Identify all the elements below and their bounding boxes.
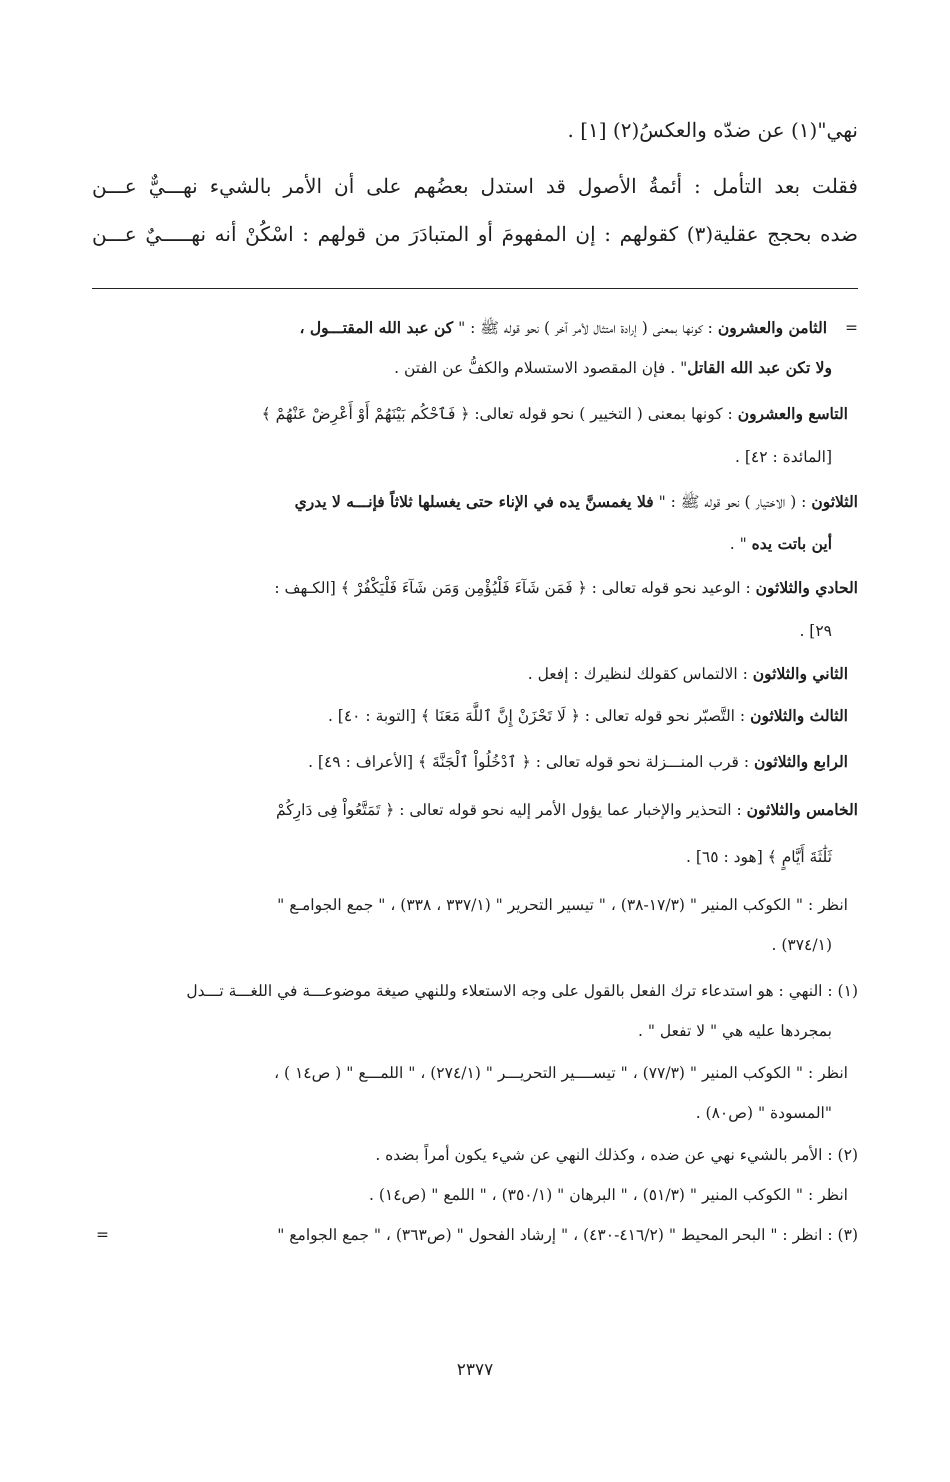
footnote-line <box>528 664 848 683</box>
footnote-line <box>262 404 848 423</box>
footnote-text: : كونها بمعنى ( التخيير ) نحو قوله تعالى: ﴿ فَٱحْكُم بَيْنَهُمْ أَوْ أَعْرِضْ عَنْهُمْ ﴾ <box>261 405 738 423</box>
footnote-line: (١) : النهي : هو استدعاء ترك الفعل بالقول على وجه الاستعلاء وللنهي صيغة موضوعـــة في اللغـــة تـــدل <box>186 982 858 1000</box>
footnote-line <box>730 534 832 553</box>
footnote-separator <box>92 288 858 289</box>
footnote-head: الرابع والثلاثون <box>754 752 848 771</box>
footnote-line: (٣٧٤/١) . <box>771 936 832 954</box>
footnote-line: "المسودة " (ص٨٠) . <box>695 1104 832 1122</box>
footnote-line: بمجردها عليه هي " لا تفعل " . <box>638 1022 832 1040</box>
footnote-line: ثَلَٰثَةَ أَيَّامٍ ﴾ [هود : ٦٥] . <box>685 848 832 866</box>
footnote-line <box>328 706 848 725</box>
footnote-line <box>92 492 858 515</box>
footnote-head: الثلاثون <box>811 492 858 511</box>
footnote-bold-quote: أين باتت يده <box>751 534 832 553</box>
footnote-text: : قرب المنـــزلة نحو قوله تعالى : ﴿ ٱدْخُلُواْ ٱلْجَنَّةَ ﴾ [الأعراف : ٤٩] . <box>308 753 754 771</box>
footnote-bold-quote: ولا تكن عبد الله القاتل <box>687 358 832 377</box>
footnote-text: : التحذير والإخبار عما يؤول الأمر إليه نحو قوله تعالى : ﴿ تَمَتَّعُواْ فِى دَارِكُمْ <box>275 801 747 819</box>
footnote-line <box>394 358 832 377</box>
main-line-1: نهي"(١) عن ضدّه والعكسُ(٢) [١] . <box>567 118 858 142</box>
footnote-line <box>92 800 858 819</box>
footnote-line <box>92 318 858 341</box>
footnote-text: : التَّصبّر نحو قوله تعالى : ﴿ لَا تَحْزَنْ إِنَّ ٱللَّهَ مَعَنَا ﴾ [التوبة : ٤٠] . <box>327 707 751 725</box>
main-line-3: ضده بحجج عقلية(٣) كقولهم : إن المفهومَ أو المتبادَرَ من قولهم : اسْكُنْ أنه نهـــــيٌ عـــن <box>92 222 858 246</box>
footnote-head: الخامس والثلاثون <box>746 800 858 819</box>
footnote-text: : ( الاختيار ) نحو قوله ﷺ : " <box>653 493 812 511</box>
footnote-head: الثالث والثلاثون <box>750 706 848 725</box>
footnote-text: " . فإن المقصود الاستسلام والكفُّ عن الفتن . <box>394 359 688 377</box>
footnote-line: [المائدة : ٤٢] . <box>735 448 832 466</box>
footnote-bold-quote: كن عبد الله المقتـــول ، <box>299 318 454 337</box>
footnote-line: انظر : " الكوكب المنير " (٥١/٣) ، " البرهان " (٣٥٠/١) ، " اللمع " (ص١٤) . <box>368 1186 848 1204</box>
footnote-text: : الوعيد نحو قوله تعالى : ﴿ فَمَن شَآءَ فَلْيُؤْمِن وَمَن شَآءَ فَلْيَكْفُرْ ﴾ [الكـهف : <box>274 579 756 597</box>
continuation-marker: = <box>96 1226 109 1244</box>
footnote-bold-quote: فلا يغمسنَّ يده في الإناء حتى يغسلها ثلاثاً فإنـــه لا يدري <box>294 492 654 511</box>
main-line-2: فقلت بعد التأمل : أئمةُ الأصول قد استدل بعضُهم على أن الأمر بالشيء نهـــيٌّ عـــن <box>92 174 858 198</box>
footnote-text: : كونها بمعنى ( إرادة امتثال لأمر آخر ) نحو قوله ﷺ : " <box>453 319 718 337</box>
footnote-text: " . <box>729 535 752 553</box>
footnote-line: ٢٩] . <box>799 622 832 640</box>
footnote-line: (٢) : الأمر بالشيء نهي عن ضده ، وكذلك النهي عن شيء يكون أمراً بضده . <box>375 1146 858 1164</box>
page-number: ٢٣٧٧ <box>456 1360 494 1380</box>
footnote-line: (٣) : انظر : " البحر المحيط " (٤١٦/٢-٤٣٠) ، " إرشاد الفحول " (ص٣٦٣) ، " جمع الجوامع " <box>277 1226 858 1244</box>
continuation-marker: = <box>845 319 858 337</box>
footnote-head: التاسع والعشرون <box>737 404 848 423</box>
footnote-text: : الالتماس كقولك لنظيرك : إفعل . <box>527 665 753 683</box>
footnote-line: انظر : " الكوكب المنير " (٧٧/٣) ، " تيســــير التحريـــر " (٢٧٤/١) ، " اللمـــع " ( ص١٤ ) ، <box>274 1064 848 1082</box>
footnote-head: الثاني والثلاثون <box>752 664 848 683</box>
footnote-line <box>308 752 848 771</box>
footnote-head: الثامن والعشرون <box>717 318 827 337</box>
footnote-line: انظر : " الكوكب المنير " (١٧/٣-٣٨) ، " تيسير التحرير " (٣٣٧/١ ، ٣٣٨) ، " جمع الجوامـع " <box>277 896 848 914</box>
footnote-line <box>92 578 858 597</box>
footnote-head: الحادي والثلاثون <box>755 578 858 597</box>
